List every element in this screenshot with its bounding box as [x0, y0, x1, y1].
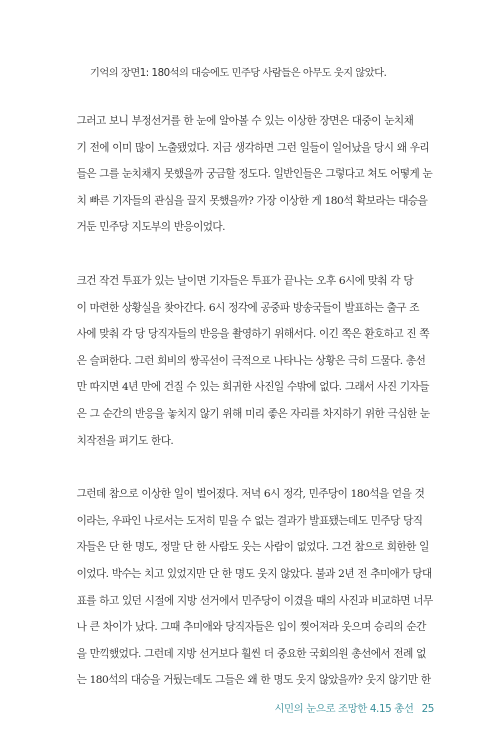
paragraph-2	[66, 268, 438, 454]
paragraph-line: 만 따지면 4년 만에 건질 수 있는 희귀한 사진일 수밖에 없다. 그래서 사진 기자들	[76, 381, 429, 394]
paragraph-line: 나 큰 차이가 났다. 그때 추미애와 당직자들은 입이 찢어져라 웃으며 승리의 순간	[76, 621, 426, 634]
paragraph-line: 치 빠른 기자들의 관심을 끌지 못했을까? 가장 이상한 게 180석 확보라는 대승을	[76, 194, 428, 207]
paragraph-line: 그런데 참으로 이상한 일이 벌어졌다. 저녁 6시 정각, 민주당이 180석을 얻을 것	[76, 488, 425, 501]
page-number: 25	[421, 703, 434, 715]
paragraph-line: 표를 하고 있던 시절에 지방 선거에서 민주당이 이겼을 때의 사진과 비교하면 너무	[76, 594, 433, 607]
paragraph-line: 사에 맞춰 각 당 당직자들의 반응을 촬영하기 위해서다. 이긴 쪽은 환호하고 진 쪽	[76, 328, 430, 341]
paragraph-line: 이 마련한 상황실을 찾아간다. 6시 정각에 공중파 방송국들이 발표하는 출구 조	[76, 301, 419, 314]
paragraph-line: 자들은 단 한 명도, 정말 단 한 사람도 웃는 사람이 없었다. 그건 참으로 희한한 일	[76, 541, 429, 554]
paragraph-line: 들은 그를 눈치채지 못했을까 궁금할 정도다. 일반인들은 그렇다고 쳐도 어떻게 눈	[76, 168, 433, 181]
body-text	[66, 108, 438, 721]
paragraph-line: 그러고 보니 부정선거를 한 눈에 알아볼 수 있는 이상한 장면은 대중이 눈치채	[76, 115, 414, 127]
paragraph-line: 크건 작건 투표가 있는 날이면 기자들은 투표가 끝나는 오후 6시에 맞춰 각 당	[76, 274, 414, 287]
paragraph-1	[66, 108, 438, 241]
paragraph-line: 는 180석의 대승을 거뒀는데도 그들은 왜 한 명도 웃지 않았을까? 웃지 않기만 한	[76, 674, 431, 687]
paragraph-line: 이었다. 박수는 치고 있었지만 단 한 명도 웃지 않았다. 불과 2년 전 추미애가 당대	[76, 567, 432, 580]
paragraph-line: 은 슬퍼한다. 그런 희비의 쌍곡선이 극적으로 나타나는 상황은 극히 드물다. 총선	[76, 354, 426, 367]
paragraph-line: 이라는, 우파인 나로서는 도저히 믿을 수 없는 결과가 발표됐는데도 민주당 당직	[76, 514, 423, 527]
paragraph-line: 기 전에 이미 많이 노출됐었다. 지금 생각하면 그런 일들이 일어났을 당시 왜 우리	[76, 141, 430, 154]
paragraph-line: 치작전을 펴기도 한다.	[76, 434, 174, 447]
scene-caption: 기억의 장면1: 180석의 대승에도 민주당 사람들은 아무도 웃지 않았다.	[90, 68, 387, 79]
running-title: 시민의 눈으로 조망한 4.15 총선	[274, 703, 414, 715]
page-footer	[274, 700, 434, 715]
paragraph-line: 거둔 민주당 지도부의 반응이었다.	[76, 221, 225, 234]
paragraph-3	[66, 481, 438, 694]
paragraph-line: 은 그 순간의 반응을 놓치지 않기 위해 미리 좋은 자리를 차지하기 위한 극심한 눈	[76, 407, 430, 420]
paragraph-line: 을 만끽했었다. 그런데 지방 선거보다 훨씬 더 중요한 국회의원 총선에서 전례 없	[76, 647, 426, 660]
